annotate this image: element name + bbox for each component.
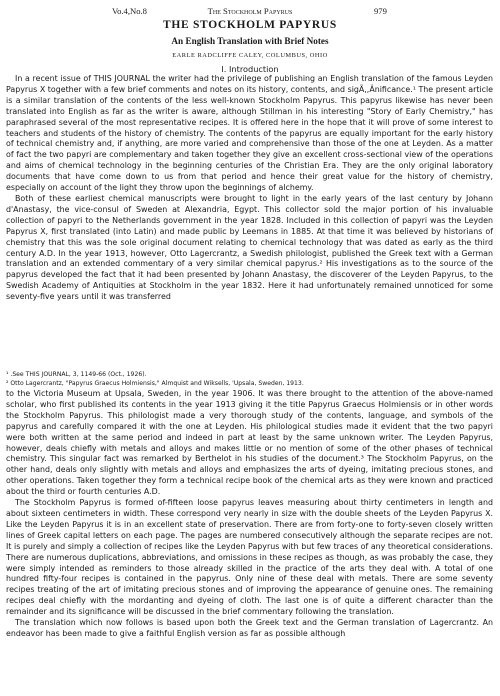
running-header	[0, 6, 500, 18]
paragraph-5: The translation which now follows is based upon both the Greek text and the German translation of Lagercrantz. An endeavor has been made to give a faithful English version as far as possible although	[6, 618, 493, 638]
footnotes	[6, 370, 493, 388]
page-number: 979	[374, 6, 387, 16]
article-title: THE STOCKHOLM PAPYRUS	[162, 19, 337, 31]
footnote-2: ² Otto Lagercrantz, "Papyrus Graecus Holmiensis," Almquist and Wiksells, 'Upsala, Sweden, 1913.	[6, 380, 304, 387]
article-subtitle: An English Translation with Brief Notes	[171, 36, 329, 46]
paragraph-1: In a recent issue of THIS JOURNAL the writer had the privilege of publishing an English translation of the famous Leyden Papyrus X together with a few brief comments and notes on its history, contents, and sigÃ‚,Ânificance.¹ The present article is a similar translation of the contents of the less well-known Stockholm Papyrus. This papyrus likewise has never been translated into English as far as the writer is aware, although Stillman in his interesting "Story of Early Chemistry," has paraphrased several of the most representative recipes. It is offered here in the hope that it will prove of some interest to teachers and students of the history of chemistry. The contents of the papyrus are equally important for the early history of technical chemistry and, if anything, are more varied and comprehensive than those of the one at Leyden. As a matter of fact the two papyri are complementary and taken together they give an excellent cross-sectional view of the operations and aims of chemical technology in the beginning centuries of the Christian Era. They are the only original laboratory documents that have come down to us from that period and hence their great value for the history of chemistry, especially on account of the light they throw upon the beginnings of alchemy.	[6, 74, 493, 193]
body-text-upper	[6, 74, 493, 303]
running-title: The Stockholm Papyrus	[207, 6, 293, 16]
footnote-1: ¹ .See THIS JOURNAL, 3, 1149-66 (Oct., 1926).	[6, 371, 147, 378]
author-line: EARLE RADCLIFFE CALEY, COLUMBUS, OHIO	[172, 52, 328, 59]
paragraph-2: Both of these earliest chemical manuscripts were brought to light in the early years of the last century by Johann d'Anastasy, the vice-consul of Sweden at Alexandria, Egypt. This collector sold the major portion of his invaluable collection of papyri to the Netherlands government in the year 1828. Included in this collection of papyri was the Leyden Papyrus X, first translated (into Latin) and made public by Leemans in 1885. At that time it was believed by historians of chemistry that this was the sole original document relating to chemical technology that was dated as early as the third century A.D. In the year 1913, however, Otto Lagercrantz, a Swedish philologist, published the Greek text with a German translation and an extended commentary of a very similar chemical papyrus.² His investigations as to the source of the papyrus developed the fact that it had been presented by Johann Anastasy, the discoverer of the Leyden Papyrus, to the Swedish Academy of Antiquities at Stockholm in the year 1832. Here it had unfortunately remained unnoticed for some seventy-five years until it was transferred	[6, 193, 493, 302]
section-heading: I. Introduction	[221, 64, 279, 74]
body-text-lower	[6, 389, 493, 640]
paragraph-3: to the Victoria Museum at Upsala, Sweden, in the year 1906. It was there brought to the attention of the above-named scholar, who first published its contents in the year 1913 giving it the title Papyrus Graecus Holmiensis or in other words the Stockholm Papyrus. This philologist made a very thorough study of the contents, language, and symbols of the papyrus and carefully compared it with the one at Leyden. His philological studies made it evident that the two papyri were both written at the same period and indeed in part at least by the same unknown writer. The Leyden Papyrus, however, deals chiefly with metals and alloys and makes little or no mention of some of the other phases of technical chemistry. This singular fact was remarked by Berthelot in his studies of the document.³ The Stockholm Papyrus, on the other hand, deals only slightly with metals and alloys and emphasizes the arts of dyeing, imitating precious stones, and other operations. Taken together they form a technical recipe book of the chemical arts as they were known and practiced about the third or fourth centuries A.D.	[6, 389, 493, 497]
volume-number: Vo.4,No.8	[112, 6, 147, 16]
paragraph-4: The Stockholm Papyrus is formed of-fifteen loose papyrus leaves measuring about thirty centimeters in length and about sixteen centimeters in width. These correspond very nearly in size with the double sheets of the Leyden Papyrus X. Like the Leyden Papyrus it is in an excellent state of preservation. There are from forty-one to forty-seven closely written lines of Greek capital letters on each page. The pages are numbered consecutively although the separate recipes are not. It is purely and simply a collection of recipes like the Leyden Papyrus with but few traces of any theoretical considerations. There are numerous duplications, abbreviations, and omissions in these recipes as though, as was probably the case, they were simply intended as reminders to those already skilled in the practice of the arts they deal with. A total of one hundred fifty-four recipes is contained in the papyrus. Only nine of these deal with metals. There are some seventy recipes treating of the art of imitating precious stones and of improving the appearance of genuine ones. The remaining recipes deal chiefly with the mordanting and dyeing of cloth. The last one is of quite a different character than the remainder and its significance will be discussed in the brief commentary following the translation.	[6, 498, 493, 617]
